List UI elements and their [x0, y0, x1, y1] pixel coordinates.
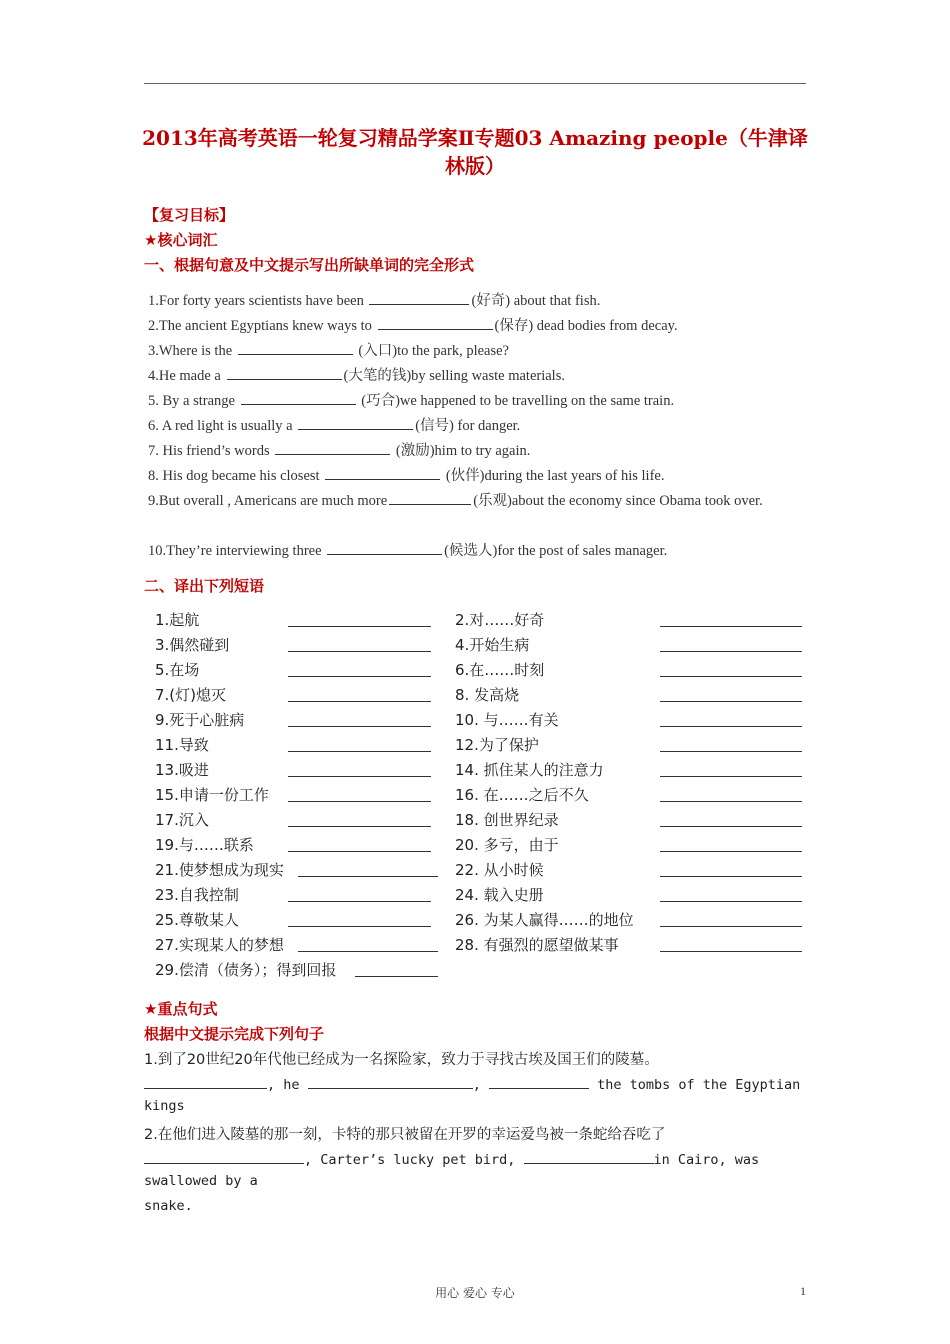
exercise1-item: 9.But overall , Americans are much more (乐观)about the economy since Obama took over.: [148, 489, 813, 539]
exercise1-item: 8. His dog became his closest (伙伴)during the last years of his life.: [148, 464, 813, 489]
phrase-item: 12.为了保护: [455, 736, 539, 754]
sentence1-continued: kings: [144, 1098, 185, 1114]
phrase-row: [155, 606, 815, 631]
phrase-item: 13.吸进: [155, 761, 209, 779]
answer-blank[interactable]: [660, 826, 802, 827]
phrase-item: 25.尊敬某人: [155, 911, 239, 929]
answer-blank[interactable]: [288, 626, 431, 627]
phrase-item: 22. 从小时候: [455, 861, 544, 879]
answer-blank[interactable]: [241, 389, 356, 405]
answer-blank[interactable]: [298, 876, 438, 877]
answer-blank[interactable]: [369, 289, 469, 305]
answer-blank[interactable]: [308, 1073, 473, 1089]
sentence2-continued: swallowed by a: [144, 1173, 258, 1189]
phrase-item: 26. 为某人赢得……的地位: [455, 911, 634, 929]
answer-blank[interactable]: [144, 1148, 304, 1164]
sentence2-end: snake.: [144, 1198, 193, 1214]
answer-blank[interactable]: [288, 801, 431, 802]
phrase-item: 16. 在……之后不久: [455, 786, 589, 804]
review-goal-heading: 【复习目标】: [144, 206, 235, 224]
phrase-item: 27.实现某人的梦想: [155, 936, 284, 954]
exercise1-item: 2.The ancient Egyptians knew ways to (保存) dead bodies from decay.: [148, 314, 813, 339]
phrase-item: 18. 创世界纪录: [455, 811, 559, 829]
sentence1-chinese: 1.到了20世纪20年代他已经成为一名探险家，致力于寻找古埃及国王们的陵墓。: [144, 1052, 659, 1068]
answer-blank[interactable]: [660, 901, 802, 902]
phrase-item: 21.使梦想成为现实: [155, 861, 284, 879]
phrase-row: [155, 781, 815, 806]
section2-heading: 二、译出下列短语: [144, 577, 265, 595]
answer-blank[interactable]: [288, 651, 431, 652]
answer-blank[interactable]: [660, 876, 802, 877]
answer-blank[interactable]: [238, 339, 353, 355]
phrase-row: [155, 731, 815, 756]
answer-blank[interactable]: [660, 926, 802, 927]
phrase-item: 8. 发高烧: [455, 686, 520, 704]
phrase-item: 28. 有强烈的愿望做某事: [455, 936, 619, 954]
phrase-row: [155, 681, 815, 706]
answer-blank[interactable]: [144, 1073, 267, 1089]
phrase-item: 2.对……好奇: [455, 611, 545, 629]
answer-blank[interactable]: [327, 539, 442, 555]
key-sentences-heading: ★重点句式: [144, 1000, 218, 1018]
phrase-row: [155, 931, 815, 956]
answer-blank[interactable]: [660, 626, 802, 627]
answer-blank[interactable]: [288, 926, 431, 927]
core-vocab-heading: ★核心词汇: [144, 231, 218, 249]
phrase-item: 29.偿清（债务）；得到回报: [155, 961, 337, 979]
answer-blank[interactable]: [378, 314, 493, 330]
answer-blank[interactable]: [288, 851, 431, 852]
section1-heading: 一、根据句意及中文提示写出所缺单词的完全形式: [144, 256, 475, 274]
answer-blank[interactable]: [489, 1073, 589, 1089]
phrase-item: 4.开始生病: [455, 636, 530, 654]
phrase-item: 15.申请一份工作: [155, 786, 269, 804]
phrase-row: [155, 806, 815, 831]
phrase-item: 14. 抓住某人的注意力: [455, 761, 604, 779]
phrase-item: 10. 与……有关: [455, 711, 559, 729]
answer-blank[interactable]: [288, 826, 431, 827]
answer-blank[interactable]: [660, 776, 802, 777]
phrase-row: [155, 956, 815, 981]
header-rule: [144, 83, 806, 84]
answer-blank[interactable]: [660, 801, 802, 802]
answer-blank[interactable]: [288, 676, 431, 677]
exercise1-item: 10.They’re interviewing three (候选人)for the post of sales manager.: [148, 539, 813, 564]
phrase-item: 19.与……联系: [155, 836, 254, 854]
answer-blank[interactable]: [660, 951, 802, 952]
sentence2-chinese: 2.在他们进入陵墓的那一刻，卡特的那只被留在开罗的幸运爱鸟被一条蛇给吞吃了: [144, 1127, 666, 1143]
answer-blank[interactable]: [389, 489, 471, 505]
phrase-row: [155, 906, 815, 931]
phrase-row: [155, 881, 815, 906]
answer-blank[interactable]: [298, 414, 413, 430]
phrase-item: 11.导致: [155, 736, 209, 754]
exercise1-item: 1.For forty years scientists have been (好奇) about that fish.: [148, 289, 813, 314]
answer-blank[interactable]: [288, 901, 431, 902]
phrase-row: [155, 756, 815, 781]
phrase-item: 7.(灯)熄灭: [155, 686, 227, 704]
answer-blank[interactable]: [660, 726, 802, 727]
answer-blank[interactable]: [275, 439, 390, 455]
answer-blank[interactable]: [660, 851, 802, 852]
phrase-row: [155, 656, 815, 681]
answer-blank[interactable]: [660, 751, 802, 752]
answer-blank[interactable]: [298, 951, 438, 952]
answer-blank[interactable]: [660, 676, 802, 677]
phrase-item: 9.死于心脏病: [155, 711, 245, 729]
phrase-row: [155, 706, 815, 731]
exercise1-item: 5. By a strange (巧合)we happened to be travelling on the same train.: [148, 389, 813, 414]
phrase-item: 6.在……时刻: [455, 661, 545, 679]
answer-blank[interactable]: [227, 364, 342, 380]
sentence2-english: , Carter’s lucky pet bird, in Cairo, was: [144, 1148, 809, 1168]
exercise1-item: 3.Where is the (入口)to the park, please?: [148, 339, 813, 364]
phrase-item: 20. 多亏，由于: [455, 836, 559, 854]
exercise1-item: 6. A red light is usually a (信号) for danger.: [148, 414, 813, 439]
answer-blank[interactable]: [288, 726, 431, 727]
sentence1-english: , he , the tombs of the Egyptian: [144, 1073, 809, 1093]
key-sentences-instruction: 根据中文提示完成下列句子: [144, 1025, 325, 1043]
phrase-table: [155, 606, 815, 981]
answer-blank[interactable]: [325, 464, 440, 480]
page-number: 1: [800, 1284, 806, 1298]
phrase-item: 1.起航: [155, 611, 200, 629]
phrase-item: 17.沉入: [155, 811, 209, 829]
phrase-item: 23.自我控制: [155, 886, 239, 904]
phrase-item: 24. 载入史册: [455, 886, 544, 904]
page-footer: 用心 爱心 专心: [435, 1286, 515, 1300]
answer-blank[interactable]: [288, 776, 431, 777]
answer-blank[interactable]: [288, 701, 431, 702]
phrase-row: [155, 831, 815, 856]
phrase-item: 5.在场: [155, 661, 200, 679]
page-title: 2013年高考英语一轮复习精品学案Ⅱ专题03 Amazing people（牛津译林版）: [142, 126, 808, 178]
exercise1-item: 7. His friend’s words (激励)him to try again.: [148, 439, 813, 464]
answer-blank[interactable]: [524, 1148, 654, 1164]
answer-blank[interactable]: [355, 976, 438, 977]
phrase-row: [155, 856, 815, 881]
exercise1-item: 4.He made a (大笔的钱)by selling waste materials.: [148, 364, 813, 389]
answer-blank[interactable]: [288, 751, 431, 752]
answer-blank[interactable]: [660, 651, 802, 652]
phrase-item: 3.偶然碰到: [155, 636, 230, 654]
phrase-row: [155, 631, 815, 656]
exercise1-list: [148, 289, 813, 564]
answer-blank[interactable]: [660, 701, 802, 702]
